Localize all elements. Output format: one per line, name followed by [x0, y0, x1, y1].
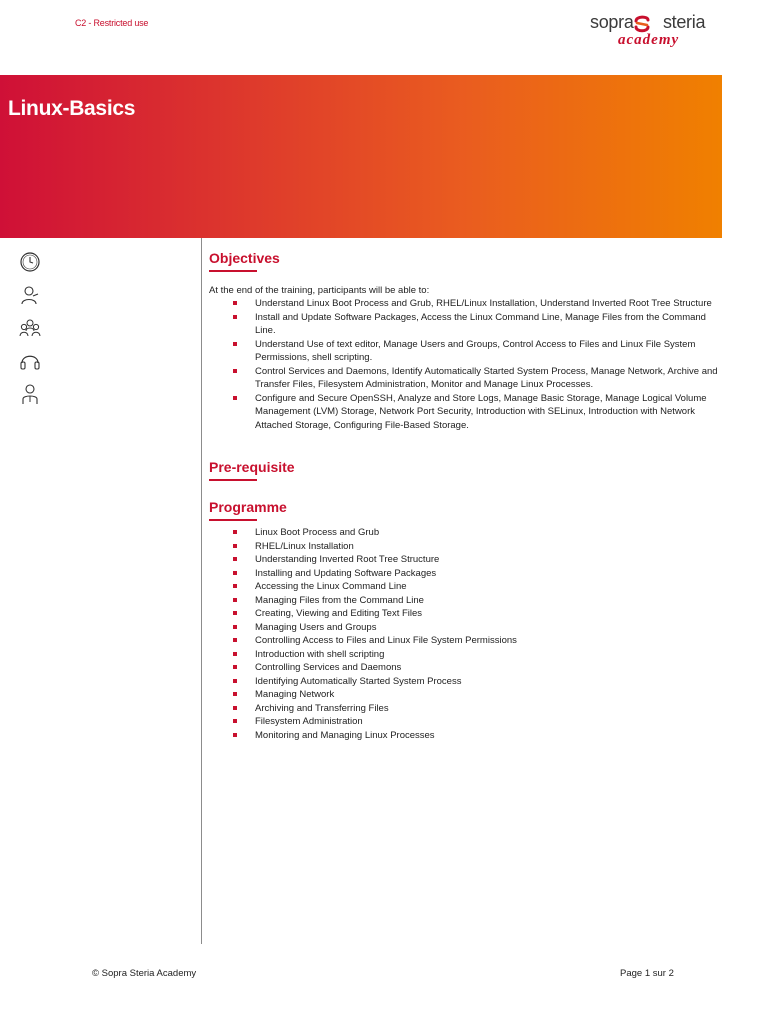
headset-icon — [18, 349, 42, 373]
objective-item: Install and Update Software Packages, Access the Linux Command Line, Manage Files from the Command Line. — [255, 311, 719, 338]
sidebar-icons — [18, 250, 48, 415]
objective-item: Understand Use of text editor, Manage Users and Groups, Control Access to Files and Linux File System Permissions, shell scripting. — [255, 338, 719, 365]
objectives-underline — [209, 270, 257, 272]
objective-item: Configure and Secure OpenSSH, Analyze and Store Logs, Manage Basic Storage, Manage Logical Volume Management (LVM) Storage, Network Port Security, Introduction with SELinux, Introduction with Network Attached Storage, Configuring File-Based Storage. — [255, 392, 719, 433]
objectives-list — [209, 297, 719, 432]
objectives-heading: Objectives — [209, 250, 280, 266]
classification-label: C2 - Restricted use — [75, 18, 149, 28]
main-content — [209, 250, 719, 742]
objectives-section — [209, 250, 719, 432]
programme-underline — [209, 519, 257, 521]
prerequisite-section — [209, 459, 719, 481]
participant-icon — [18, 382, 42, 406]
audience-icon — [18, 316, 42, 340]
objectives-intro: At the end of the training, participants will be able to: — [209, 285, 430, 296]
trainer-icon — [18, 283, 42, 307]
prerequisite-underline — [209, 479, 257, 481]
page-title: Linux-Basics — [8, 97, 136, 120]
programme-item: RHEL/Linux Installation — [255, 540, 719, 554]
programme-section — [209, 499, 719, 742]
title-banner — [0, 75, 722, 238]
logo-academy: academy — [618, 32, 680, 48]
logo-word-steria: steria — [662, 12, 706, 32]
programme-item: Managing Users and Groups — [255, 621, 719, 635]
footer-page-number: Page 1 sur 2 — [620, 968, 674, 979]
programme-item: Monitoring and Managing Linux Processes — [255, 729, 719, 743]
programme-item: Installing and Updating Software Packages — [255, 567, 719, 581]
logo-mark-icon — [632, 15, 652, 33]
clock-icon — [18, 250, 42, 274]
objective-item: Understand Linux Boot Process and Grub, RHEL/Linux Installation, Understand Inverted Root Tree Structure — [255, 297, 719, 311]
programme-item: Filesystem Administration — [255, 715, 719, 729]
column-divider — [201, 238, 202, 944]
programme-item: Controlling Services and Daemons — [255, 661, 719, 675]
programme-item: Archiving and Transferring Files — [255, 702, 719, 716]
objective-item: Control Services and Daemons, Identify Automatically Started System Process, Manage Network, Archive and Transfer Files, Filesystem Administration, Monitor and Manage Linux Processes. — [255, 365, 718, 390]
programme-item: Introduction with shell scripting — [255, 648, 719, 662]
programme-item: Linux Boot Process and Grub — [255, 526, 719, 540]
prerequisite-heading: Pre-requisite — [209, 459, 295, 475]
programme-item: Understanding Inverted Root Tree Structure — [255, 553, 719, 567]
programme-item: Managing Files from the Command Line — [255, 594, 719, 608]
sopra-steria-academy-logo — [590, 12, 725, 54]
programme-item: Controlling Access to Files and Linux File System Permissions — [255, 634, 719, 648]
logo-word-sopra: sopra — [590, 12, 634, 32]
programme-list — [209, 526, 719, 742]
footer-copyright: © Sopra Steria Academy — [92, 968, 197, 979]
programme-item: Creating, Viewing and Editing Text Files — [255, 607, 719, 621]
programme-item: Identifying Automatically Started System Process — [255, 675, 719, 689]
programme-item: Managing Network — [255, 688, 719, 702]
programme-heading: Programme — [209, 499, 287, 515]
programme-item: Accessing the Linux Command Line — [255, 580, 719, 594]
